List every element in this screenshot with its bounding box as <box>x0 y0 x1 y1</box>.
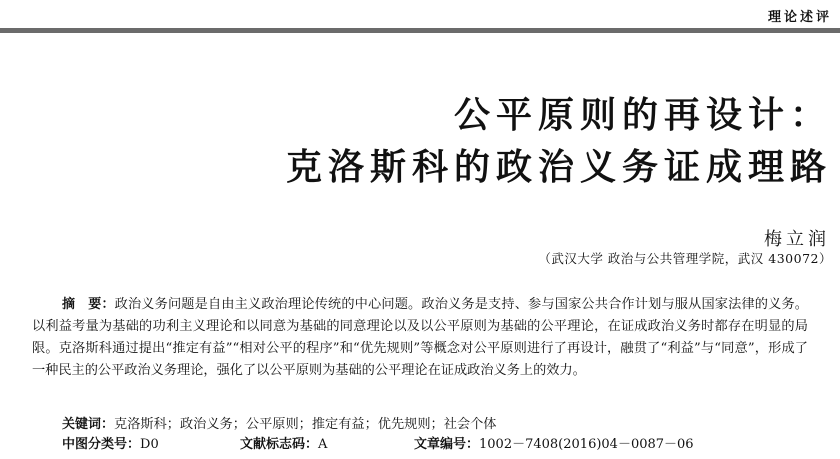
clc-label: 中图分类号： <box>62 437 141 452</box>
article-title-line-1: 公平原则的再设计： <box>453 95 832 136</box>
document-code-value: A <box>318 437 328 452</box>
article-number-value: 1002－7408(2016)04－0087－06 <box>479 437 694 452</box>
keywords <box>62 416 496 434</box>
abstract-text: 政治义务问题是自由主义政治理论传统的中心问题。政治义务是支持、参与国家公共合作计划与服从国家法律的义务。以利益考量为基础的功利主义理论和以同意为基础的同意理论以及以公平原则为基础的公平理论，在证成政治义务时都存在明显的局限。克洛斯科通过提出“推定有益”“相对公平的程序”和“优先规则”等概念对公平原则进行了再设计，融贯了“利益”与“同意”，形成了一种民主的公平政治义务理论，强化了以公平原则为基础的公平理论在证成政治义务上的效力。 <box>32 297 808 378</box>
article-title <box>286 90 832 194</box>
article-title-line-2: 克洛斯科的政治义务证成理路 <box>285 147 832 188</box>
article-author: 梅立润 <box>764 229 830 250</box>
keywords-text: 克洛斯科；政治义务；公平原则；推定有益；优先规则；社会个体 <box>114 417 497 432</box>
header-rule <box>0 28 840 33</box>
document-code-label: 文献标志码： <box>240 437 319 452</box>
journal-section-tag: 理论述评 <box>767 10 832 25</box>
article-number <box>414 436 694 454</box>
abstract-label: 摘 要： <box>62 297 115 312</box>
keywords-label: 关键词： <box>62 417 115 432</box>
article-number-label: 文章编号： <box>414 437 480 452</box>
clc-value: D0 <box>140 437 159 452</box>
clc-number <box>62 436 159 454</box>
document-code <box>240 436 327 454</box>
author-affiliation: （武汉大学 政治与公共管理学院，武汉 430072） <box>538 251 832 266</box>
abstract <box>32 294 808 382</box>
